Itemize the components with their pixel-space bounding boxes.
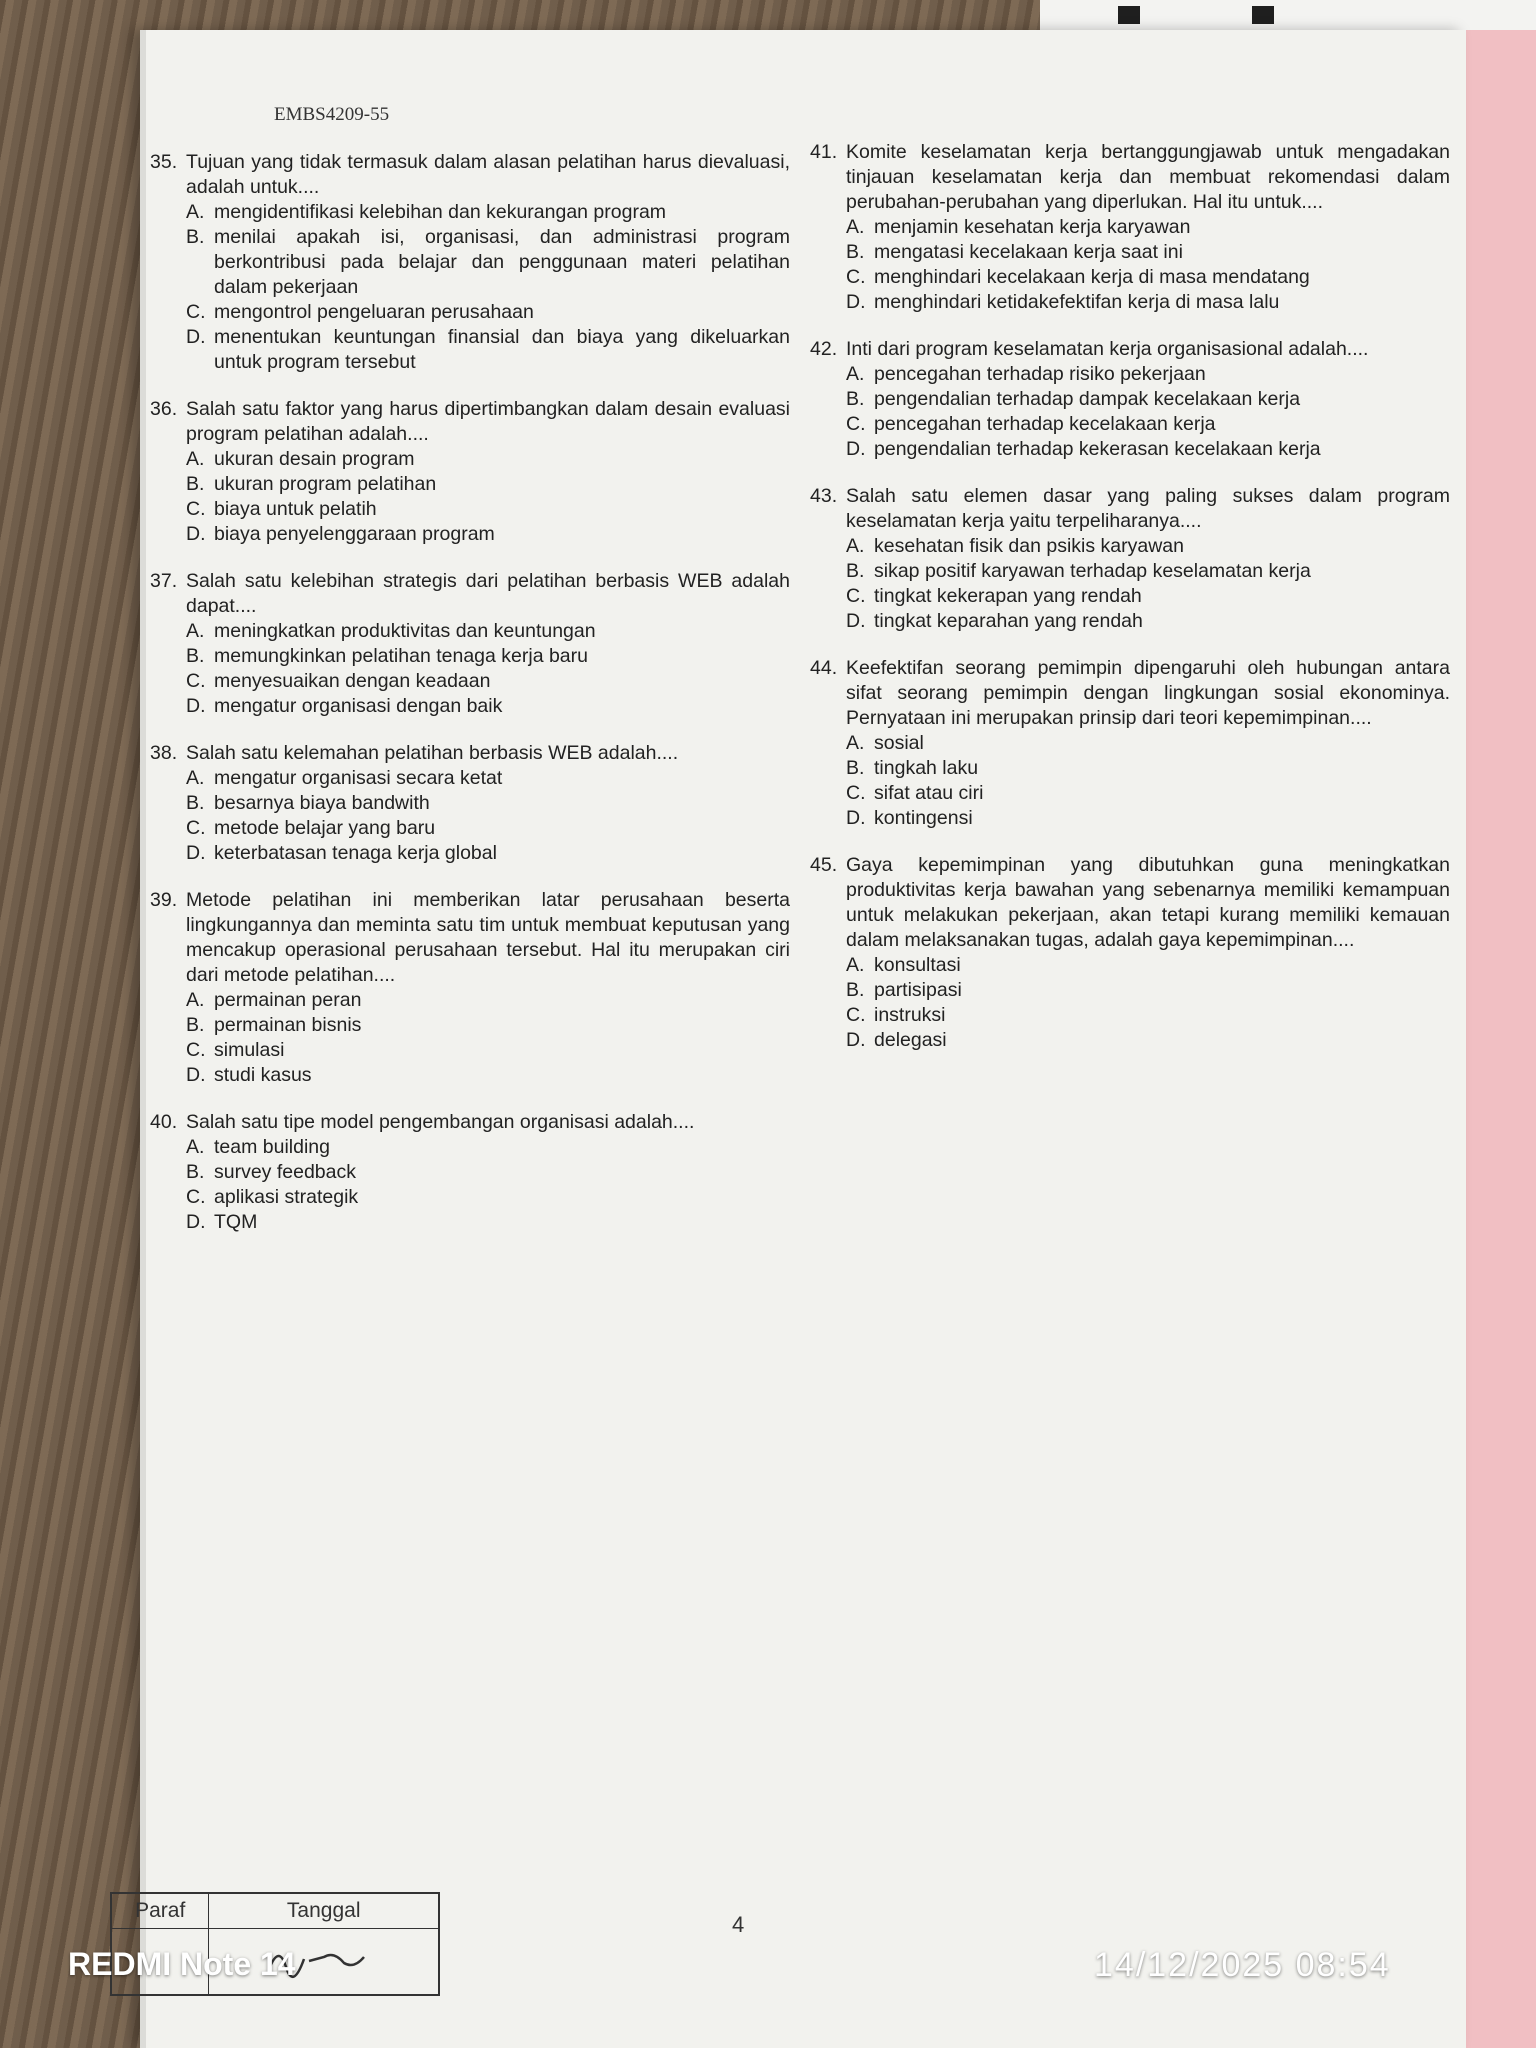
question-text: Salah satu kelemahan pelatihan berbasis WEB adalah....: [186, 742, 679, 764]
question-text: Metode pelatihan ini memberikan latar perusahaan beserta lingkungannya dan meminta satu tim untuk membuat keputusan yang mencakup operasional perusahaan tersebut. Hal itu merupakan ciri dari metode pelatihan....: [186, 889, 790, 986]
option-text: permainan peran: [214, 989, 362, 1011]
answer-options: [846, 534, 1450, 634]
option-text: pengendalian terhadap kekerasan kecelakaan kerja: [874, 438, 1321, 460]
answer-option: [846, 559, 1450, 584]
option-text: mengatur organisasi secara ketat: [214, 767, 503, 789]
answer-option: [186, 841, 790, 866]
option-letter: B.: [846, 560, 865, 582]
answer-option: [846, 806, 1450, 831]
question-text: Salah satu elemen dasar yang paling sukses dalam program keselamatan kerja yaitu terpeliharanya....: [846, 485, 1450, 532]
question-text: Komite keselamatan kerja bertanggungjawab untuk mengadakan tinjauan keselamatan kerja dan membuat rekomendasi dalam perubahan-perubahan yang diperlukan. Hal itu untuk....: [846, 141, 1450, 213]
question-number: 40.: [150, 1111, 178, 1133]
option-text: mengontrol pengeluaran perusahaan: [214, 301, 534, 323]
answer-options: [846, 362, 1450, 462]
option-letter: A.: [846, 954, 865, 976]
option-text: kontingensi: [874, 807, 973, 829]
question-number: 35.: [150, 151, 178, 173]
option-letter: D.: [846, 610, 866, 632]
answer-option: [846, 781, 1450, 806]
option-text: instruksi: [874, 1004, 946, 1026]
answer-options: [186, 1135, 790, 1235]
option-letter: A.: [186, 767, 205, 789]
option-letter: D.: [846, 291, 866, 313]
question-number: 44.: [810, 657, 838, 679]
option-text: delegasi: [874, 1029, 947, 1051]
answer-option: [186, 522, 790, 547]
question-stem: [810, 484, 1450, 534]
answer-option: [846, 290, 1450, 315]
option-text: ukuran program pelatihan: [214, 473, 437, 495]
answer-option: [846, 265, 1450, 290]
option-text: menghindari kecelakaan kerja di masa mendatang: [874, 266, 1310, 288]
option-letter: A.: [186, 989, 205, 1011]
option-text: permainan bisnis: [214, 1014, 362, 1036]
option-letter: A.: [186, 1136, 205, 1158]
option-letter: D.: [846, 1029, 866, 1051]
question-35: [150, 150, 790, 375]
option-text: menilai apakah isi, organisasi, dan administrasi program berkontribusi pada belajar dan penggunaan materi pelatihan dalam pekerjaan: [214, 226, 790, 298]
answer-option: [846, 362, 1450, 387]
answer-option: [186, 1135, 790, 1160]
question-stem: [150, 1110, 790, 1135]
answer-options: [186, 447, 790, 547]
answer-option: [186, 497, 790, 522]
option-text: menyesuaikan dengan keadaan: [214, 670, 491, 692]
option-text: partisipasi: [874, 979, 962, 1001]
answer-option: [186, 1063, 790, 1088]
answer-option: [846, 731, 1450, 756]
question-text: Salah satu kelebihan strategis dari pelatihan berbasis WEB adalah dapat....: [186, 570, 790, 617]
printed-square-mark: [1252, 6, 1274, 24]
option-letter: D.: [186, 523, 206, 545]
option-letter: D.: [846, 438, 866, 460]
answer-option: [186, 472, 790, 497]
option-letter: B.: [186, 792, 205, 814]
question-stem: [150, 397, 790, 447]
option-letter: D.: [186, 695, 206, 717]
option-text: biaya untuk pelatih: [214, 498, 377, 520]
option-letter: C.: [846, 782, 866, 804]
answer-option: [186, 1210, 790, 1235]
question-number: 37.: [150, 570, 178, 592]
camera-watermark-device: REDMI Note 14: [68, 1946, 296, 1982]
option-letter: C.: [186, 1186, 206, 1208]
answer-options: [846, 953, 1450, 1053]
option-letter: C.: [186, 1039, 206, 1061]
question-stem: [150, 741, 790, 766]
question-number: 36.: [150, 398, 178, 420]
answer-option: [186, 766, 790, 791]
answer-option: [846, 756, 1450, 781]
answer-option: [186, 644, 790, 669]
answer-option: [186, 988, 790, 1013]
option-text: meningkatkan produktivitas dan keuntungan: [214, 620, 596, 642]
answer-option: [186, 1038, 790, 1063]
option-text: menjamin kesehatan kerja karyawan: [874, 216, 1191, 238]
answer-option: [846, 534, 1450, 559]
option-letter: B.: [186, 473, 205, 495]
question-number: 42.: [810, 338, 838, 360]
question-stem: [810, 337, 1450, 362]
option-text: tingkah laku: [874, 757, 979, 779]
option-text: studi kasus: [214, 1064, 312, 1086]
option-text: tingkat kekerapan yang rendah: [874, 585, 1142, 607]
paraf-header: Paraf: [111, 1893, 209, 1929]
answer-option: [186, 225, 790, 300]
question-stem: [810, 656, 1450, 731]
option-text: sifat atau ciri: [874, 782, 984, 804]
answer-options: [186, 200, 790, 375]
option-letter: D.: [186, 326, 206, 348]
option-text: pengendalian terhadap dampak kecelakaan kerja: [874, 388, 1301, 410]
option-letter: A.: [846, 732, 865, 754]
option-text: aplikasi strategik: [214, 1186, 359, 1208]
question-42: [810, 337, 1450, 462]
option-letter: A.: [186, 201, 205, 223]
question-text: Salah satu faktor yang harus dipertimbangkan dalam desain evaluasi program pelatihan adalah....: [186, 398, 790, 445]
answer-option: [186, 300, 790, 325]
option-letter: C.: [846, 413, 866, 435]
option-text: ukuran desain program: [214, 448, 415, 470]
answer-option: [846, 240, 1450, 265]
option-letter: B.: [846, 241, 865, 263]
question-text: Salah satu tipe model pengembangan organisasi adalah....: [186, 1111, 695, 1133]
option-text: metode belajar yang baru: [214, 817, 436, 839]
question-37: [150, 569, 790, 719]
answer-option: [846, 609, 1450, 634]
answer-options: [846, 215, 1450, 315]
page-number: 4: [732, 1912, 745, 1937]
question-stem: [150, 150, 790, 200]
option-letter: D.: [186, 1211, 206, 1233]
answer-options: [846, 731, 1450, 831]
option-letter: B.: [846, 757, 865, 779]
option-letter: A.: [846, 216, 865, 238]
question-stem: [810, 853, 1450, 953]
answer-option: [846, 953, 1450, 978]
option-letter: C.: [846, 266, 866, 288]
left-column: [150, 150, 790, 1257]
option-letter: B.: [846, 388, 865, 410]
question-36: [150, 397, 790, 547]
option-letter: D.: [846, 807, 866, 829]
answer-option: [186, 1185, 790, 1210]
option-text: TQM: [214, 1211, 258, 1233]
question-number: 38.: [150, 742, 178, 764]
option-text: menentukan keuntungan finansial dan biaya yang dikeluarkan untuk program tersebut: [214, 326, 790, 373]
option-letter: C.: [186, 817, 206, 839]
question-text: Gaya kepemimpinan yang dibutuhkan guna meningkatkan produktivitas kerja bawahan yang sebenarnya memiliki kemampuan untuk melakukan pekerjaan, akan tetapi kurang memiliki kemauan dalam melaksanakan tugas, adalah gaya kepemimpinan....: [846, 854, 1450, 951]
answer-options: [186, 988, 790, 1088]
printed-square-mark: [1118, 6, 1140, 24]
question-stem: [150, 569, 790, 619]
question-40: [150, 1110, 790, 1235]
question-number: 39.: [150, 889, 178, 911]
option-letter: B.: [846, 979, 865, 1001]
answer-option: [186, 447, 790, 472]
question-38: [150, 741, 790, 866]
answer-option: [846, 387, 1450, 412]
answer-option: [846, 1003, 1450, 1028]
option-text: pencegahan terhadap kecelakaan kerja: [874, 413, 1216, 435]
answer-option: [186, 669, 790, 694]
right-column: [810, 140, 1450, 1075]
question-text: Tujuan yang tidak termasuk dalam alasan pelatihan harus dievaluasi, adalah untuk....: [186, 151, 790, 198]
answer-option: [186, 619, 790, 644]
question-text: Keefektifan seorang pemimpin dipengaruhi oleh hubungan antara sifat seorang pemimpin dengan lingkungan sosial ekonominya. Pernyataan ini merupakan prinsip dari teori kepemimpinan....: [846, 657, 1450, 729]
option-text: biaya penyelenggaraan program: [214, 523, 495, 545]
answer-option: [846, 437, 1450, 462]
option-letter: A.: [186, 620, 205, 642]
option-text: mengatur organisasi dengan baik: [214, 695, 503, 717]
option-text: survey feedback: [214, 1161, 356, 1183]
answer-option: [186, 325, 790, 375]
answer-options: [186, 619, 790, 719]
camera-watermark-timestamp: 14/12/2025 08:54: [1094, 1946, 1391, 1984]
option-text: menghindari ketidakefektifan kerja di masa lalu: [874, 291, 1280, 313]
option-letter: A.: [846, 363, 865, 385]
option-text: sikap positif karyawan terhadap keselamatan kerja: [874, 560, 1311, 582]
option-letter: D.: [186, 1064, 206, 1086]
answer-option: [846, 1028, 1450, 1053]
question-44: [810, 656, 1450, 831]
option-text: sosial: [874, 732, 924, 754]
option-text: kesehatan fisik dan psikis karyawan: [874, 535, 1184, 557]
option-text: pencegahan terhadap risiko pekerjaan: [874, 363, 1206, 385]
question-number: 41.: [810, 141, 838, 163]
option-text: mengatasi kecelakaan kerja saat ini: [874, 241, 1183, 263]
option-text: mengidentifikasi kelebihan dan kekurangan program: [214, 201, 667, 223]
option-letter: D.: [186, 842, 206, 864]
question-number: 45.: [810, 854, 838, 876]
question-stem: [810, 140, 1450, 215]
option-letter: B.: [186, 226, 205, 248]
tanggal-header: Tanggal: [209, 1893, 439, 1929]
answer-option: [186, 694, 790, 719]
answer-options: [186, 766, 790, 866]
option-text: memungkinkan pelatihan tenaga kerja baru: [214, 645, 588, 667]
option-text: tingkat keparahan yang rendah: [874, 610, 1143, 632]
question-39: [150, 888, 790, 1088]
option-letter: C.: [186, 301, 206, 323]
option-letter: A.: [186, 448, 205, 470]
option-letter: C.: [846, 1004, 866, 1026]
question-45: [810, 853, 1450, 1053]
option-letter: C.: [186, 670, 206, 692]
option-letter: B.: [186, 645, 205, 667]
option-letter: C.: [846, 585, 866, 607]
answer-option: [186, 200, 790, 225]
answer-option: [846, 412, 1450, 437]
option-text: keterbatasan tenaga kerja global: [214, 842, 497, 864]
option-text: simulasi: [214, 1039, 285, 1061]
answer-option: [846, 215, 1450, 240]
document-code: EMBS4209-55: [274, 104, 390, 125]
question-text: Inti dari program keselamatan kerja organisasional adalah....: [846, 338, 1369, 360]
answer-option: [846, 584, 1450, 609]
option-text: konsultasi: [874, 954, 961, 976]
option-letter: C.: [186, 498, 206, 520]
question-43: [810, 484, 1450, 634]
answer-option: [186, 1013, 790, 1038]
question-stem: [150, 888, 790, 988]
option-letter: B.: [186, 1161, 205, 1183]
option-letter: A.: [846, 535, 865, 557]
answer-option: [186, 816, 790, 841]
option-text: besarnya biaya bandwith: [214, 792, 430, 814]
answer-option: [186, 1160, 790, 1185]
answer-option: [846, 978, 1450, 1003]
question-41: [810, 140, 1450, 315]
question-number: 43.: [810, 485, 838, 507]
option-text: team building: [214, 1136, 330, 1158]
option-letter: B.: [186, 1014, 205, 1036]
answer-option: [186, 791, 790, 816]
